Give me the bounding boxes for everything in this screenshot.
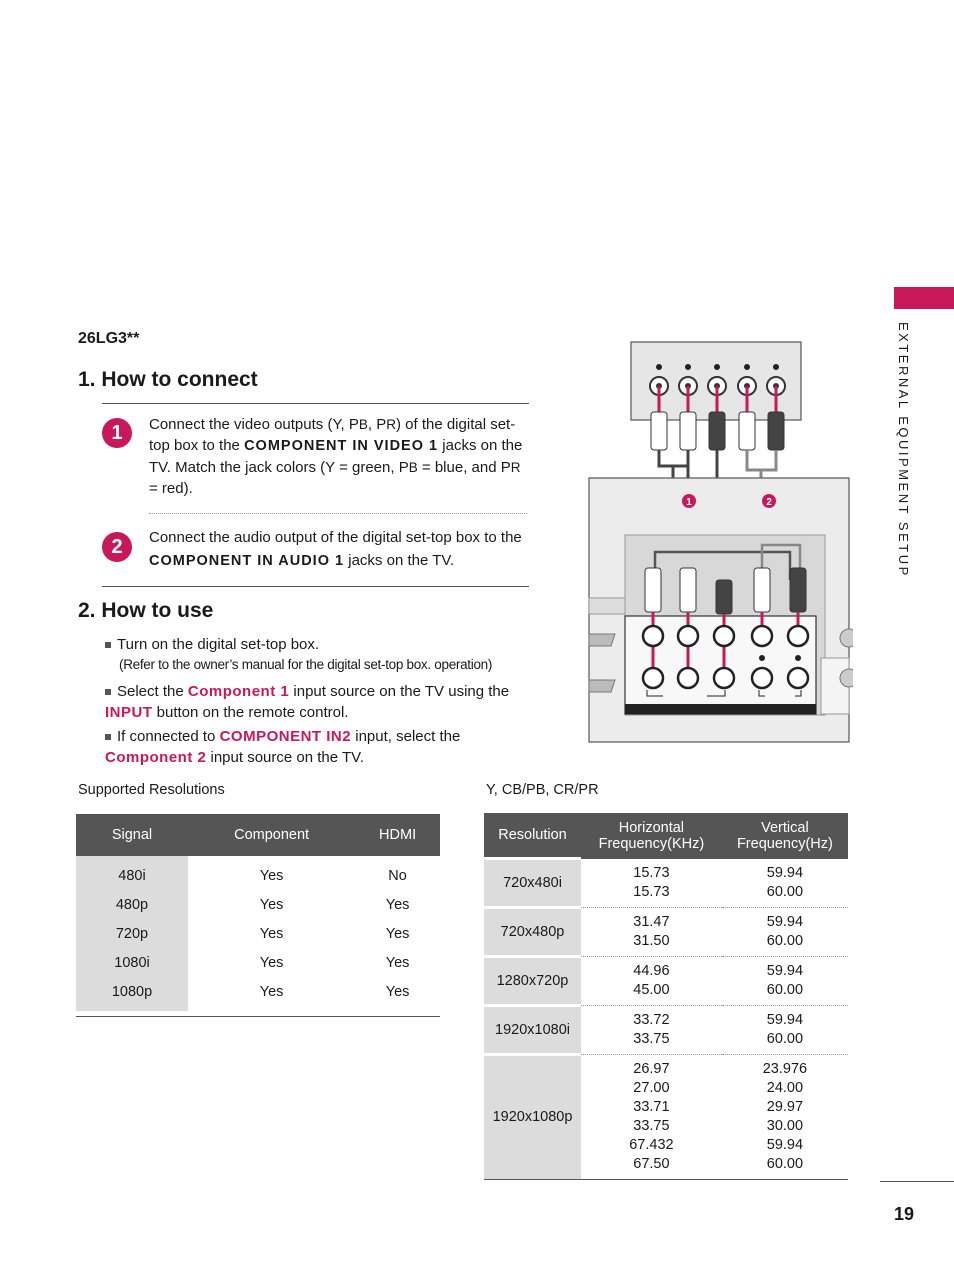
table-header-row: [484, 813, 848, 859]
section-tab: [894, 287, 954, 309]
table-row: [484, 1054, 848, 1179]
table-cell: 480i: [76, 856, 188, 890]
table-row: [484, 956, 848, 1005]
vertical-frequency-cell: [722, 1005, 848, 1054]
table-cell: Yes: [385, 896, 410, 913]
frequency-value: 33.72: [633, 1011, 670, 1028]
horizontal-frequency-cell: [581, 907, 722, 956]
frequency-value: 31.47: [633, 913, 670, 930]
section-title-use: 2. How to use: [78, 599, 214, 622]
horizontal-frequency-cell: [581, 859, 722, 908]
frequency-value: 31.50: [633, 932, 670, 949]
table-cell: Yes: [259, 867, 284, 884]
table-cell: Yes: [259, 983, 284, 1000]
frequency-value: 15.73: [633, 883, 670, 900]
use-bullet-3: If connected to COMPONENT IN2 input, select the Component 2 input source on the TV.: [105, 728, 461, 766]
table-cell: 1080p: [76, 977, 188, 1011]
frequency-value: 29.97: [766, 1098, 804, 1115]
frequency-table: [484, 813, 848, 1180]
bullet-icon: [105, 734, 111, 740]
table-cell: Yes: [385, 925, 410, 942]
table-cell: Yes: [385, 983, 410, 1000]
page-number: 19: [894, 1204, 915, 1224]
frequency-value: 59.94: [766, 1136, 804, 1153]
resolution-cell: 1920x1080i: [484, 1005, 581, 1054]
supported-resolutions-table: [76, 814, 440, 1017]
frequency-value: 33.75: [633, 1030, 670, 1047]
vertical-frequency-cell: [722, 859, 848, 908]
table-row: [76, 856, 440, 890]
column-header: HDMI: [355, 814, 440, 856]
use-note: (Refer to the owner’s manual for the digital set-top box. operation): [119, 657, 493, 672]
horizontal-frequency-cell: [581, 1005, 722, 1054]
resolution-cell: 1920x1080p: [484, 1054, 581, 1179]
frequency-value: 23.976: [762, 1060, 808, 1077]
footer-rule: [880, 1181, 954, 1182]
column-header: Resolution: [484, 813, 581, 859]
resolution-cell: 1280x720p: [484, 956, 581, 1005]
table-2-caption: Y, CB/PB, CR/PR: [486, 782, 599, 798]
frequency-value: 60.00: [766, 1030, 804, 1047]
bullet-icon: [105, 642, 111, 648]
table-1-caption: Supported Resolutions: [78, 782, 225, 798]
column-header: Component: [188, 814, 355, 856]
vertical-frequency-cell: [722, 907, 848, 956]
resolution-cell: 720x480i: [484, 859, 581, 908]
section-side-label: EXTERNAL EQUIPMENT SETUP: [896, 322, 911, 578]
step-1-badge: 1: [102, 418, 132, 448]
connection-diagram: [585, 340, 853, 746]
audio-cable-bundle: [747, 450, 776, 470]
horizontal-frequency-cell: [581, 956, 722, 1005]
table-bottom-rule: [76, 1011, 440, 1017]
frequency-value: 59.94: [766, 913, 804, 930]
divider: [102, 403, 529, 404]
divider: [102, 586, 529, 587]
vertical-frequency-cell: [722, 956, 848, 1005]
frequency-value: 30.00: [766, 1117, 804, 1134]
frequency-value: 27.00: [633, 1079, 670, 1096]
frequency-value: 60.00: [766, 883, 804, 900]
component-in-video-1: COMPONENT IN VIDEO 1: [244, 438, 439, 454]
table-row: [484, 859, 848, 908]
table-row: [76, 890, 440, 919]
table-cell: 720p: [76, 919, 188, 948]
column-header: Vertical Frequency(Hz): [722, 813, 848, 859]
table-row: [76, 919, 440, 948]
step-2-text: Connect the audio output of the digital set-top box to the COMPONENT IN AUDIO 1 jacks on the TV.: [149, 529, 522, 569]
table-row: [76, 948, 440, 977]
table-cell: Yes: [259, 896, 284, 913]
frequency-value: 26.97: [633, 1060, 670, 1077]
marker-2-label: 2: [766, 497, 772, 508]
frequency-value: 60.00: [766, 1155, 804, 1172]
frequency-value: 33.75: [633, 1117, 670, 1134]
column-header: Signal: [76, 814, 188, 856]
table-cell: Yes: [385, 954, 410, 971]
table-cell: Yes: [259, 925, 284, 942]
video-cable-bundle: [659, 450, 688, 466]
frequency-value: 33.71: [633, 1098, 670, 1115]
table-header-row: [76, 814, 440, 856]
model-label: 26LG3**: [78, 330, 140, 347]
table-cell: 480p: [76, 890, 188, 919]
step-1-text: Connect the video outputs (Y, PB, PR) of the digital set-top box to the COMPONENT IN VIDEO 1 jacks on the TV. Match the jack colors (Y = green, PB = blue, and PR = red).: [149, 416, 523, 497]
step-2-badge: 2: [102, 532, 132, 562]
frequency-value: 60.00: [766, 981, 804, 998]
frequency-value: 59.94: [766, 1011, 804, 1028]
resolution-cell: 720x480p: [484, 907, 581, 956]
frequency-value: 15.73: [633, 864, 670, 881]
section-title-connect: 1. How to connect: [78, 368, 258, 391]
frequency-value: 45.00: [633, 981, 670, 998]
component-in-audio-1: COMPONENT IN AUDIO 1: [149, 553, 345, 569]
table-row: [484, 1005, 848, 1054]
table-row: [484, 907, 848, 956]
frequency-value: 67.432: [629, 1136, 674, 1153]
horizontal-frequency-cell: [581, 1054, 722, 1179]
use-bullet-2: Select the Component 1 input source on the TV using the INPUT button on the remote control.: [105, 683, 510, 721]
marker-1-label: 1: [686, 497, 692, 508]
frequency-value: 44.96: [633, 962, 670, 979]
frequency-value: 59.94: [766, 962, 804, 979]
table-cell: Yes: [259, 954, 284, 971]
table-row: [76, 977, 440, 1011]
dotted-divider: [149, 513, 527, 514]
use-bullet-1: Turn on the digital set-top box.: [105, 634, 525, 655]
frequency-value: 67.50: [633, 1155, 670, 1172]
frequency-value: 24.00: [766, 1079, 804, 1096]
vertical-frequency-cell: [722, 1054, 848, 1179]
table-cell: No: [388, 867, 407, 884]
bullet-icon: [105, 689, 111, 695]
frequency-value: 60.00: [766, 932, 804, 949]
column-header: Horizontal Frequency(KHz): [581, 813, 722, 859]
table-cell: 1080i: [76, 948, 188, 977]
frequency-value: 59.94: [766, 864, 804, 881]
